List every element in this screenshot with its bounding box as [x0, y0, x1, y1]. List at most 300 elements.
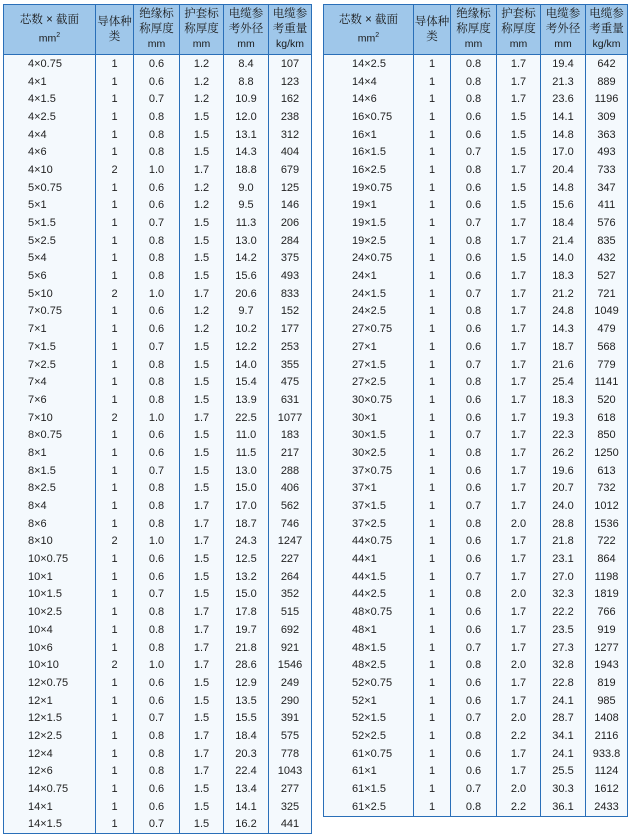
insulation-thickness-cell: 0.8: [451, 90, 497, 108]
table-row: [4, 480, 312, 498]
cores-section-cell: 10×1: [4, 568, 96, 586]
conductor-type-cell: 1: [414, 603, 451, 621]
conductor-type-cell: 1: [96, 763, 134, 781]
table-row: [4, 709, 312, 727]
sheath-thickness-cell: 1.5: [180, 568, 224, 586]
sheath-thickness-cell: 1.5: [180, 816, 224, 834]
outer-diameter-cell: 11.5: [224, 444, 269, 462]
weight-cell: 125: [269, 179, 312, 197]
weight-cell: 441: [269, 816, 312, 834]
outer-diameter-cell: 10.9: [224, 90, 269, 108]
conductor-type-cell: 1: [414, 214, 451, 232]
weight-cell: 835: [586, 232, 628, 250]
weight-cell: 1277: [586, 639, 628, 657]
sheath-thickness-cell: 1.7: [180, 763, 224, 781]
table-row: [4, 303, 312, 321]
insulation-thickness-cell: 0.6: [134, 444, 180, 462]
insulation-thickness-cell: 0.6: [451, 621, 497, 639]
sheath-thickness-cell: 1.7: [180, 603, 224, 621]
sheath-thickness-cell: 1.5: [180, 267, 224, 285]
conductor-type-cell: 1: [96, 692, 134, 710]
conductor-type-cell: 1: [96, 816, 134, 834]
insulation-thickness-cell: 0.8: [134, 108, 180, 126]
table-row: [324, 480, 628, 498]
weight-cell: 206: [269, 214, 312, 232]
outer-diameter-cell: 19.4: [541, 55, 586, 73]
sheath-thickness-cell: 1.5: [497, 250, 541, 268]
cores-section-cell: 37×2.5: [324, 515, 414, 533]
outer-diameter-cell: 17.0: [541, 143, 586, 161]
insulation-thickness-cell: 0.8: [451, 373, 497, 391]
outer-diameter-cell: 20.7: [541, 480, 586, 498]
table-row: [4, 267, 312, 285]
conductor-type-cell: 1: [96, 143, 134, 161]
insulation-thickness-cell: 0.8: [134, 621, 180, 639]
weight-cell: 227: [269, 550, 312, 568]
insulation-thickness-cell: 0.6: [134, 197, 180, 215]
table-row: [4, 250, 312, 268]
cores-section-cell: 5×0.75: [4, 179, 96, 197]
weight-cell: 732: [586, 480, 628, 498]
outer-diameter-cell: 21.6: [541, 356, 586, 374]
insulation-thickness-cell: 0.6: [134, 426, 180, 444]
sheath-thickness-cell: 1.7: [497, 161, 541, 179]
table-row: [324, 303, 628, 321]
outer-diameter-cell: 18.8: [224, 161, 269, 179]
insulation-thickness-cell: 0.6: [451, 338, 497, 356]
weight-cell: 217: [269, 444, 312, 462]
cores-section-cell: 24×2.5: [324, 303, 414, 321]
table-row: [4, 126, 312, 144]
weight-cell: 312: [269, 126, 312, 144]
conductor-type-cell: 2: [96, 285, 134, 303]
outer-diameter-cell: 24.8: [541, 303, 586, 321]
outer-diameter-cell: 27.3: [541, 639, 586, 657]
conductor-type-cell: 1: [96, 338, 134, 356]
conductor-type-cell: 1: [414, 143, 451, 161]
insulation-thickness-cell: 0.6: [134, 179, 180, 197]
sheath-thickness-cell: 1.5: [497, 197, 541, 215]
insulation-thickness-cell: 0.7: [451, 497, 497, 515]
table-row: [324, 533, 628, 551]
cores-section-cell: 14×0.75: [4, 780, 96, 798]
sheath-thickness-cell: 1.5: [180, 444, 224, 462]
insulation-thickness-cell: 0.8: [134, 480, 180, 498]
insulation-thickness-cell: 0.6: [451, 126, 497, 144]
insulation-thickness-cell: 0.7: [451, 780, 497, 798]
weight-cell: 1612: [586, 780, 628, 798]
outer-diameter-cell: 19.6: [541, 462, 586, 480]
sheath-thickness-cell: 1.7: [497, 639, 541, 657]
outer-diameter-cell: 24.1: [541, 745, 586, 763]
cores-section-cell: 24×1.5: [324, 285, 414, 303]
outer-diameter-cell: 20.3: [224, 745, 269, 763]
cores-section-cell: 44×2.5: [324, 586, 414, 604]
sheath-thickness-cell: 1.7: [497, 409, 541, 427]
cores-section-cell: 44×1.5: [324, 568, 414, 586]
conductor-type-cell: 1: [414, 303, 451, 321]
cores-section-cell: 19×2.5: [324, 232, 414, 250]
table-row: [4, 550, 312, 568]
conductor-type-cell: 1: [414, 426, 451, 444]
outer-diameter-cell: 13.5: [224, 692, 269, 710]
cores-section-cell: 8×4: [4, 497, 96, 515]
weight-cell: 679: [269, 161, 312, 179]
outer-diameter-cell: 21.4: [541, 232, 586, 250]
sheath-thickness-cell: 1.7: [497, 745, 541, 763]
weight-cell: 1943: [586, 656, 628, 674]
sheath-thickness-cell: 1.2: [180, 73, 224, 91]
sheath-thickness-cell: 1.2: [180, 179, 224, 197]
sheath-thickness-cell: 1.5: [497, 179, 541, 197]
outer-diameter-cell: 15.5: [224, 709, 269, 727]
cores-section-cell: 8×2.5: [4, 480, 96, 498]
weight-cell: 1049: [586, 303, 628, 321]
sheath-thickness-cell: 1.5: [180, 214, 224, 232]
conductor-type-cell: 1: [414, 656, 451, 674]
table-row: [324, 798, 628, 816]
outer-diameter-cell: 15.0: [224, 586, 269, 604]
insulation-thickness-cell: 0.7: [134, 586, 180, 604]
sheath-thickness-cell: 1.7: [497, 232, 541, 250]
insulation-thickness-cell: 0.8: [451, 303, 497, 321]
conductor-type-cell: 1: [414, 745, 451, 763]
weight-cell: 2433: [586, 798, 628, 816]
conductor-type-cell: 1: [96, 179, 134, 197]
table-row: [4, 639, 312, 657]
conductor-type-cell: 1: [414, 550, 451, 568]
weight-cell: 475: [269, 373, 312, 391]
conductor-type-cell: 1: [414, 197, 451, 215]
cores-section-cell: 44×0.75: [324, 533, 414, 551]
table-row: [4, 798, 312, 816]
conductor-type-cell: 1: [96, 250, 134, 268]
insulation-thickness-cell: 0.8: [451, 515, 497, 533]
sheath-thickness-cell: 1.7: [497, 692, 541, 710]
weight-cell: 1546: [269, 656, 312, 674]
weight-cell: 1250: [586, 444, 628, 462]
conductor-type-cell: 1: [414, 798, 451, 816]
table-row: [324, 179, 628, 197]
sheath-thickness-cell: 1.5: [180, 426, 224, 444]
table-row: [324, 497, 628, 515]
cores-section-cell: 7×6: [4, 391, 96, 409]
table-row: [4, 568, 312, 586]
weight-cell: 778: [269, 745, 312, 763]
outer-diameter-cell: 15.0: [224, 480, 269, 498]
table-row: [324, 143, 628, 161]
cores-section-cell: 5×10: [4, 285, 96, 303]
cores-section-cell: 7×0.75: [4, 303, 96, 321]
sheath-thickness-cell: 1.7: [180, 515, 224, 533]
cores-section-cell: 30×2.5: [324, 444, 414, 462]
table-row: [324, 568, 628, 586]
header-outer-diameter: 电缆参考外径 mm: [541, 5, 586, 55]
conductor-type-cell: 1: [414, 533, 451, 551]
cores-section-cell: 14×1: [4, 798, 96, 816]
cores-section-cell: 4×2.5: [4, 108, 96, 126]
weight-cell: 850: [586, 426, 628, 444]
insulation-thickness-cell: 0.8: [134, 603, 180, 621]
table-row: [4, 745, 312, 763]
insulation-thickness-cell: 0.6: [451, 550, 497, 568]
weight-cell: 493: [269, 267, 312, 285]
insulation-thickness-cell: 0.8: [134, 745, 180, 763]
weight-cell: 1196: [586, 90, 628, 108]
outer-diameter-cell: 14.2: [224, 250, 269, 268]
insulation-thickness-cell: 0.8: [134, 373, 180, 391]
outer-diameter-cell: 18.4: [541, 214, 586, 232]
conductor-type-cell: 1: [414, 320, 451, 338]
outer-diameter-cell: 12.2: [224, 338, 269, 356]
outer-diameter-cell: 20.6: [224, 285, 269, 303]
sheath-thickness-cell: 1.7: [180, 639, 224, 657]
outer-diameter-cell: 28.8: [541, 515, 586, 533]
cores-section-cell: 24×1: [324, 267, 414, 285]
outer-diameter-cell: 13.0: [224, 462, 269, 480]
insulation-thickness-cell: 1.0: [134, 656, 180, 674]
outer-diameter-cell: 13.9: [224, 391, 269, 409]
insulation-thickness-cell: 0.8: [451, 232, 497, 250]
cores-section-cell: 12×6: [4, 763, 96, 781]
weight-cell: 406: [269, 480, 312, 498]
sheath-thickness-cell: 1.5: [180, 798, 224, 816]
insulation-thickness-cell: 0.8: [134, 515, 180, 533]
cores-section-cell: 30×1.5: [324, 426, 414, 444]
outer-diameter-cell: 12.9: [224, 674, 269, 692]
insulation-thickness-cell: 0.8: [134, 232, 180, 250]
insulation-thickness-cell: 0.6: [134, 550, 180, 568]
table-row: [324, 373, 628, 391]
sheath-thickness-cell: 1.7: [497, 285, 541, 303]
conductor-type-cell: 1: [96, 639, 134, 657]
weight-cell: 568: [586, 338, 628, 356]
weight-cell: 363: [586, 126, 628, 144]
weight-cell: 309: [586, 108, 628, 126]
table-row: [4, 73, 312, 91]
table-row: [4, 780, 312, 798]
table-row: [324, 674, 628, 692]
weight-cell: 123: [269, 73, 312, 91]
cores-section-cell: 7×1: [4, 320, 96, 338]
conductor-type-cell: 1: [96, 515, 134, 533]
weight-cell: 721: [586, 285, 628, 303]
weight-cell: 1536: [586, 515, 628, 533]
table-row: [4, 179, 312, 197]
weight-cell: 411: [586, 197, 628, 215]
insulation-thickness-cell: 0.8: [451, 656, 497, 674]
cores-section-cell: 16×0.75: [324, 108, 414, 126]
header-cores-section: 芯数 × 截面 $mm^2$: [324, 5, 414, 55]
insulation-thickness-cell: 0.6: [451, 391, 497, 409]
insulation-thickness-cell: 0.8: [134, 727, 180, 745]
cores-section-cell: 4×1.5: [4, 90, 96, 108]
conductor-type-cell: 1: [414, 373, 451, 391]
cores-section-cell: 16×1.5: [324, 143, 414, 161]
sheath-thickness-cell: 1.7: [497, 320, 541, 338]
sheath-thickness-cell: 1.5: [180, 143, 224, 161]
conductor-type-cell: 1: [414, 727, 451, 745]
cores-section-cell: 4×4: [4, 126, 96, 144]
weight-cell: 575: [269, 727, 312, 745]
insulation-thickness-cell: 0.8: [451, 55, 497, 73]
outer-diameter-cell: 22.3: [541, 426, 586, 444]
outer-diameter-cell: 24.3: [224, 533, 269, 551]
outer-diameter-cell: 18.3: [541, 267, 586, 285]
outer-diameter-cell: 21.2: [541, 285, 586, 303]
sheath-thickness-cell: 1.5: [180, 550, 224, 568]
sheath-thickness-cell: 1.7: [497, 90, 541, 108]
conductor-type-cell: 1: [414, 179, 451, 197]
outer-diameter-cell: 17.0: [224, 497, 269, 515]
sheath-thickness-cell: 1.5: [180, 480, 224, 498]
weight-cell: 355: [269, 356, 312, 374]
conductor-type-cell: 1: [96, 356, 134, 374]
conductor-type-cell: 1: [96, 267, 134, 285]
conductor-type-cell: 1: [414, 515, 451, 533]
weight-cell: 432: [586, 250, 628, 268]
conductor-type-cell: 1: [414, 621, 451, 639]
table-row: [324, 197, 628, 215]
cores-section-cell: 5×1: [4, 197, 96, 215]
sheath-thickness-cell: 1.5: [497, 143, 541, 161]
insulation-thickness-cell: 0.7: [451, 285, 497, 303]
table-row: [4, 214, 312, 232]
sheath-thickness-cell: 1.2: [180, 197, 224, 215]
cores-section-cell: 19×0.75: [324, 179, 414, 197]
table-row: [324, 320, 628, 338]
weight-cell: 1819: [586, 586, 628, 604]
header-insulation-thickness: 绝缘标称厚度 mm: [134, 5, 180, 55]
weight-cell: 1141: [586, 373, 628, 391]
cores-section-cell: 7×10: [4, 409, 96, 427]
conductor-type-cell: 1: [414, 285, 451, 303]
weight-cell: 1198: [586, 568, 628, 586]
weight-cell: 692: [269, 621, 312, 639]
weight-cell: 146: [269, 197, 312, 215]
sheath-thickness-cell: 1.7: [497, 426, 541, 444]
cores-section-cell: 12×0.75: [4, 674, 96, 692]
table-row: [324, 426, 628, 444]
insulation-thickness-cell: 0.6: [134, 55, 180, 73]
table-row: [324, 763, 628, 781]
cable-spec-table-right: [323, 4, 628, 817]
cores-section-cell: 27×2.5: [324, 373, 414, 391]
table-row: [4, 656, 312, 674]
table-row: [324, 621, 628, 639]
insulation-thickness-cell: 0.7: [134, 90, 180, 108]
insulation-thickness-cell: 0.6: [134, 303, 180, 321]
cores-section-cell: 4×10: [4, 161, 96, 179]
insulation-thickness-cell: 0.8: [451, 161, 497, 179]
conductor-type-cell: 1: [414, 90, 451, 108]
table-row: [4, 426, 312, 444]
conductor-type-cell: 1: [96, 108, 134, 126]
weight-cell: 290: [269, 692, 312, 710]
insulation-thickness-cell: 0.6: [134, 674, 180, 692]
sheath-thickness-cell: 1.7: [497, 391, 541, 409]
outer-diameter-cell: 18.3: [541, 391, 586, 409]
outer-diameter-cell: 17.8: [224, 603, 269, 621]
conductor-type-cell: 1: [96, 73, 134, 91]
sheath-thickness-cell: 1.7: [497, 267, 541, 285]
header-weight: 电缆参考重量 kg/km: [269, 5, 312, 55]
header-conductor-type: 导体种类: [414, 5, 451, 55]
sheath-thickness-cell: 1.7: [497, 356, 541, 374]
outer-diameter-cell: 25.5: [541, 763, 586, 781]
cores-section-cell: 52×1: [324, 692, 414, 710]
table-row: [324, 515, 628, 533]
outer-diameter-cell: 20.4: [541, 161, 586, 179]
sheath-thickness-cell: 1.7: [497, 621, 541, 639]
insulation-thickness-cell: 0.8: [451, 798, 497, 816]
sheath-thickness-cell: 1.5: [497, 108, 541, 126]
weight-cell: 253: [269, 338, 312, 356]
cores-section-cell: 48×0.75: [324, 603, 414, 621]
conductor-type-cell: 1: [414, 391, 451, 409]
table-row: [4, 143, 312, 161]
sheath-thickness-cell: 2.0: [497, 780, 541, 798]
cores-section-cell: 61×1.5: [324, 780, 414, 798]
sheath-thickness-cell: 1.7: [497, 763, 541, 781]
cores-section-cell: 30×1: [324, 409, 414, 427]
outer-diameter-cell: 15.6: [224, 267, 269, 285]
cores-section-cell: 8×6: [4, 515, 96, 533]
table-header-row: [4, 5, 312, 55]
weight-cell: 1247: [269, 533, 312, 551]
weight-cell: 238: [269, 108, 312, 126]
weight-cell: 264: [269, 568, 312, 586]
insulation-thickness-cell: 0.7: [451, 356, 497, 374]
insulation-thickness-cell: 0.8: [134, 126, 180, 144]
sheath-thickness-cell: 1.7: [180, 161, 224, 179]
sheath-thickness-cell: 1.7: [497, 303, 541, 321]
sheath-thickness-cell: 1.5: [180, 391, 224, 409]
outer-diameter-cell: 14.1: [541, 108, 586, 126]
weight-cell: 722: [586, 533, 628, 551]
weight-cell: 325: [269, 798, 312, 816]
table-row: [4, 232, 312, 250]
table-row: [4, 373, 312, 391]
cores-section-cell: 14×4: [324, 73, 414, 91]
weight-cell: 618: [586, 409, 628, 427]
table-row: [4, 320, 312, 338]
table-row: [324, 780, 628, 798]
conductor-type-cell: 1: [96, 55, 134, 73]
weight-cell: 284: [269, 232, 312, 250]
insulation-thickness-cell: 0.6: [451, 250, 497, 268]
table-row: [4, 497, 312, 515]
cores-section-cell: 4×0.75: [4, 55, 96, 73]
outer-diameter-cell: 14.3: [224, 143, 269, 161]
outer-diameter-cell: 9.5: [224, 197, 269, 215]
weight-cell: 2116: [586, 727, 628, 745]
sheath-thickness-cell: 1.2: [180, 303, 224, 321]
table-row: [324, 214, 628, 232]
table-row: [4, 515, 312, 533]
insulation-thickness-cell: 0.6: [451, 745, 497, 763]
weight-cell: 493: [586, 143, 628, 161]
cores-section-cell: 10×0.75: [4, 550, 96, 568]
header-sheath-thickness: 护套标称厚度 mm: [497, 5, 541, 55]
cores-section-cell: 10×10: [4, 656, 96, 674]
weight-cell: 249: [269, 674, 312, 692]
table-row: [4, 285, 312, 303]
outer-diameter-cell: 28.7: [541, 709, 586, 727]
conductor-type-cell: 1: [96, 320, 134, 338]
outer-diameter-cell: 32.3: [541, 586, 586, 604]
table-row: [324, 391, 628, 409]
